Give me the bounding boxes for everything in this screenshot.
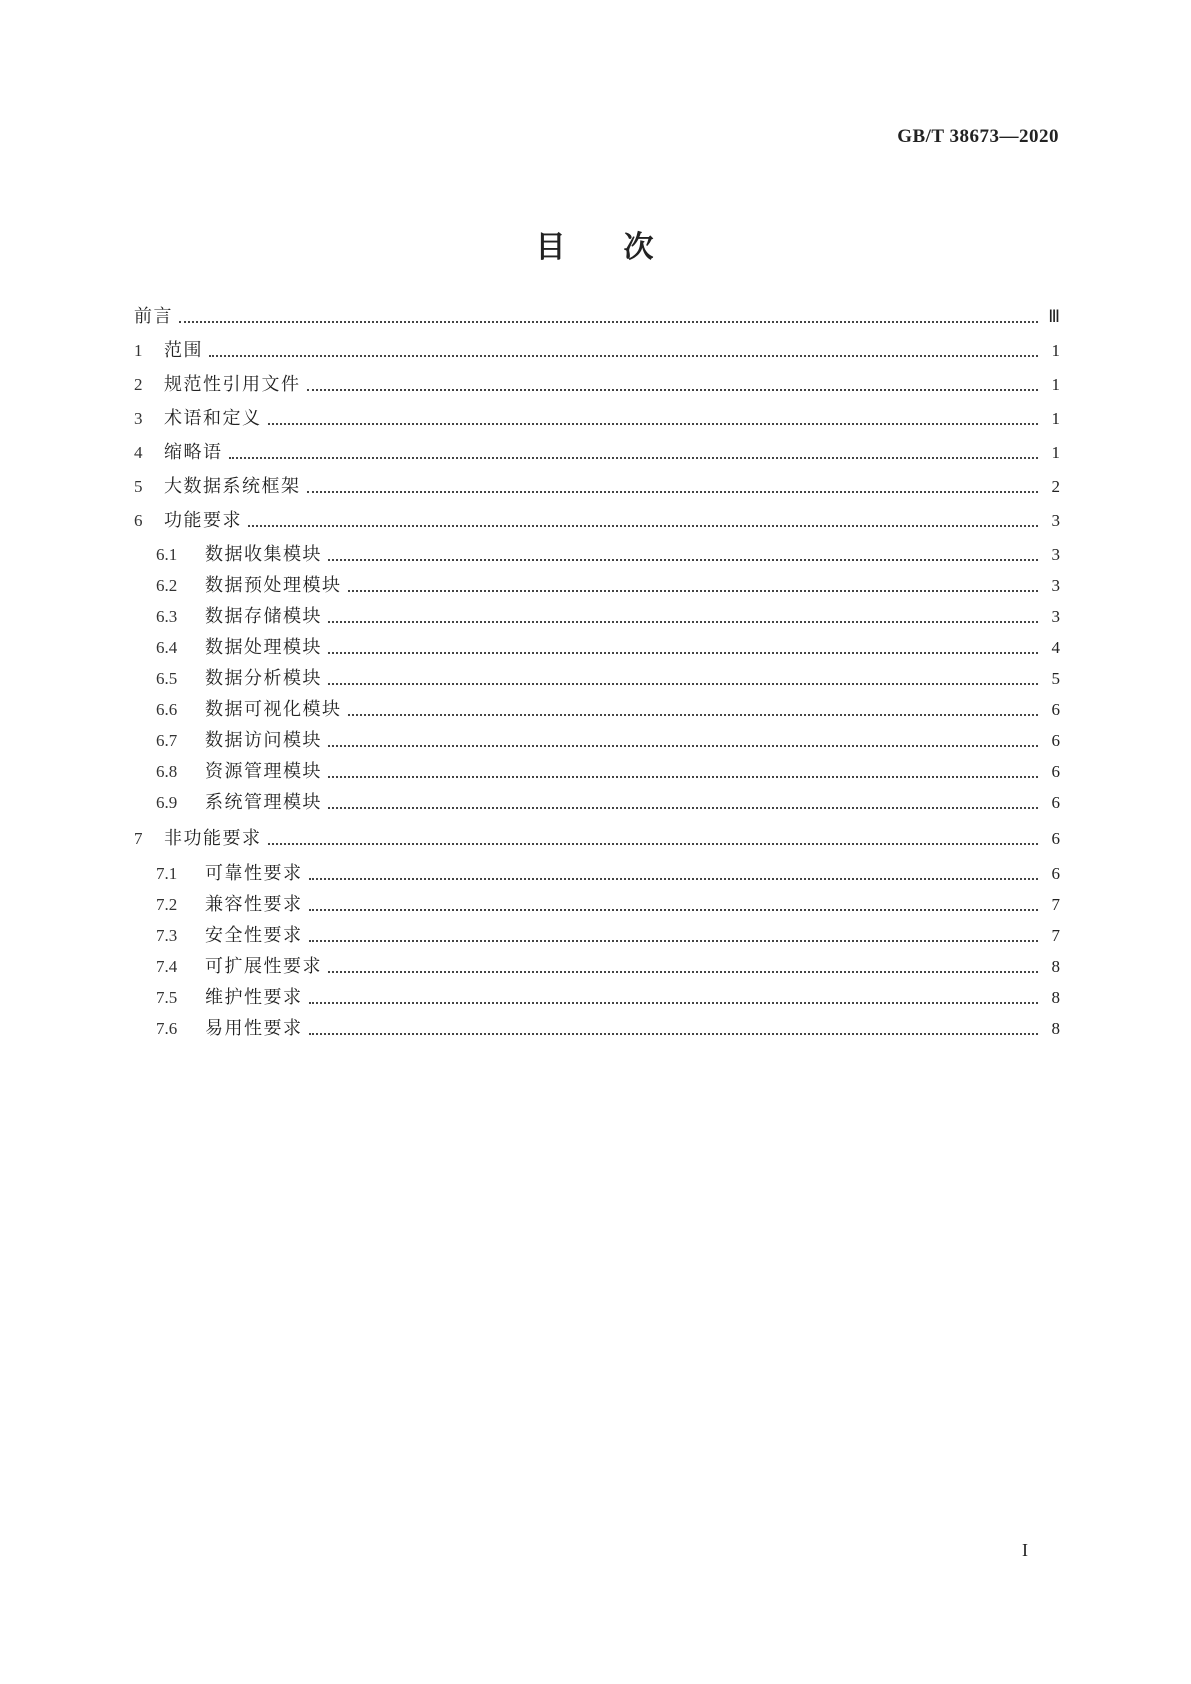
toc-entry-6-7[interactable] — [156, 728, 1060, 754]
toc-entry-6-4[interactable] — [156, 635, 1060, 661]
toc-page: 8 — [1051, 1019, 1060, 1038]
toc-entry-5[interactable] — [134, 474, 1060, 500]
toc-page: 6 — [1051, 829, 1060, 848]
dot-leader — [309, 940, 1039, 942]
toc-number: 1 — [134, 341, 143, 360]
toc-label: 资源管理模块 — [205, 761, 322, 782]
dot-leader — [328, 745, 1038, 747]
toc-entry-4[interactable] — [134, 440, 1060, 466]
standard-code: GB/T 38673—2020 — [897, 126, 1059, 147]
toc-label: 数据处理模块 — [205, 637, 322, 658]
toc-page: 1 — [1051, 409, 1060, 428]
toc-entry-6-1[interactable] — [156, 542, 1060, 568]
title-char-1: 目 — [535, 230, 568, 265]
toc-label: 数据存储模块 — [205, 606, 322, 627]
toc-number: 5 — [134, 477, 143, 496]
toc-number: 6.4 — [156, 638, 178, 657]
toc-entry-6-5[interactable] — [156, 666, 1060, 692]
dot-leader — [328, 621, 1038, 623]
toc-entry-6-2[interactable] — [156, 573, 1060, 599]
toc-label: 规范性引用文件 — [164, 374, 301, 395]
toc-page: 6 — [1051, 864, 1060, 883]
dot-leader — [309, 1002, 1039, 1004]
toc-page: 2 — [1051, 477, 1060, 496]
toc-number: 6.1 — [156, 545, 178, 564]
toc-number: 4 — [134, 443, 143, 462]
toc-number: 6.2 — [156, 576, 178, 595]
toc-number: 6.5 — [156, 669, 178, 688]
toc-entry-7-2[interactable] — [156, 892, 1060, 918]
toc-label: 数据可视化模块 — [205, 699, 342, 720]
toc-label: 维护性要求 — [205, 987, 303, 1008]
toc-entry-2[interactable] — [134, 372, 1060, 398]
toc-label: 可扩展性要求 — [205, 956, 322, 977]
dot-leader — [268, 423, 1039, 425]
toc-label: 数据预处理模块 — [205, 575, 342, 596]
toc-entry-6-3[interactable] — [156, 604, 1060, 630]
toc-page: Ⅲ — [1048, 307, 1060, 326]
toc-entry-7[interactable] — [134, 826, 1060, 852]
toc-label: 可靠性要求 — [205, 863, 303, 884]
toc-entry-6-9[interactable] — [156, 790, 1060, 816]
toc-number: 2 — [134, 375, 143, 394]
toc-label: 兼容性要求 — [205, 894, 303, 915]
toc-number: 3 — [134, 409, 143, 428]
toc-entry-7-5[interactable] — [156, 985, 1060, 1011]
toc-label: 范围 — [164, 340, 203, 361]
toc-label: 数据分析模块 — [205, 668, 322, 689]
toc-entry-7-6[interactable] — [156, 1016, 1060, 1042]
toc-number: 7.2 — [156, 895, 178, 914]
dot-leader — [348, 714, 1039, 716]
toc-entry-foreword[interactable] — [134, 304, 1060, 330]
toc-page: 3 — [1051, 511, 1060, 530]
toc-number: 7 — [134, 829, 143, 848]
toc-entry-7-1[interactable] — [156, 861, 1060, 887]
toc-entry-1[interactable] — [134, 338, 1060, 364]
toc-page: 1 — [1051, 375, 1060, 394]
toc-page: 7 — [1051, 926, 1060, 945]
dot-leader — [309, 909, 1039, 911]
dot-leader — [309, 1033, 1039, 1035]
toc-label: 数据访问模块 — [205, 730, 322, 751]
toc-page: 6 — [1051, 762, 1060, 781]
dot-leader — [309, 878, 1039, 880]
dot-leader — [328, 652, 1038, 654]
toc-entry-6-8[interactable] — [156, 759, 1060, 785]
toc-page: 6 — [1051, 731, 1060, 750]
dot-leader — [328, 683, 1038, 685]
toc-label: 缩略语 — [164, 442, 223, 463]
dot-leader — [328, 776, 1038, 778]
dot-leader — [307, 491, 1039, 493]
toc-page: 5 — [1051, 669, 1060, 688]
dot-leader — [328, 971, 1038, 973]
toc-label: 非功能要求 — [164, 828, 262, 849]
toc-number: 6.8 — [156, 762, 178, 781]
toc-number: 6.6 — [156, 700, 178, 719]
toc-label: 系统管理模块 — [205, 792, 322, 813]
toc-number: 6.3 — [156, 607, 178, 626]
toc-label: 数据收集模块 — [205, 544, 322, 565]
toc-number: 7.3 — [156, 926, 178, 945]
dot-leader — [348, 590, 1039, 592]
toc-number: 7.5 — [156, 988, 178, 1007]
toc-page: 8 — [1051, 988, 1060, 1007]
toc-page: 8 — [1051, 957, 1060, 976]
toc-number: 6.7 — [156, 731, 178, 750]
toc-page: 4 — [1051, 638, 1060, 657]
toc-page: 3 — [1051, 545, 1060, 564]
toc-page: 1 — [1051, 443, 1060, 462]
dot-leader — [229, 457, 1039, 459]
toc-page: 3 — [1051, 576, 1060, 595]
dot-leader — [328, 807, 1038, 809]
toc-label: 大数据系统框架 — [164, 476, 301, 497]
toc-number: 6 — [134, 511, 143, 530]
toc-label: 易用性要求 — [205, 1018, 303, 1039]
toc-number: 7.4 — [156, 957, 178, 976]
footer-page-number: I — [1022, 1540, 1028, 1560]
dot-leader — [307, 389, 1039, 391]
dot-leader — [268, 843, 1039, 845]
toc-label: 前言 — [134, 306, 173, 327]
toc-number: 7.6 — [156, 1019, 178, 1038]
toc-page: 7 — [1051, 895, 1060, 914]
toc-label: 术语和定义 — [164, 408, 262, 429]
toc-page: 6 — [1051, 793, 1060, 812]
dot-leader — [248, 525, 1038, 527]
toc-entry-7-3[interactable] — [156, 923, 1060, 949]
toc-entry-7-4[interactable] — [156, 954, 1060, 980]
toc-number: 7.1 — [156, 864, 178, 883]
toc-page: 3 — [1051, 607, 1060, 626]
toc-number: 6.9 — [156, 793, 178, 812]
dot-leader — [179, 321, 1038, 323]
toc-entry-6-6[interactable] — [156, 697, 1060, 723]
toc-label: 安全性要求 — [205, 925, 303, 946]
title-char-2: 次 — [623, 230, 656, 265]
dot-leader — [328, 559, 1038, 561]
toc-label: 功能要求 — [164, 510, 242, 531]
dot-leader — [209, 355, 1038, 357]
toc-entry-6[interactable] — [134, 508, 1060, 534]
toc-page: 1 — [1051, 341, 1060, 360]
toc-page: 6 — [1051, 700, 1060, 719]
toc-entry-3[interactable] — [134, 406, 1060, 432]
